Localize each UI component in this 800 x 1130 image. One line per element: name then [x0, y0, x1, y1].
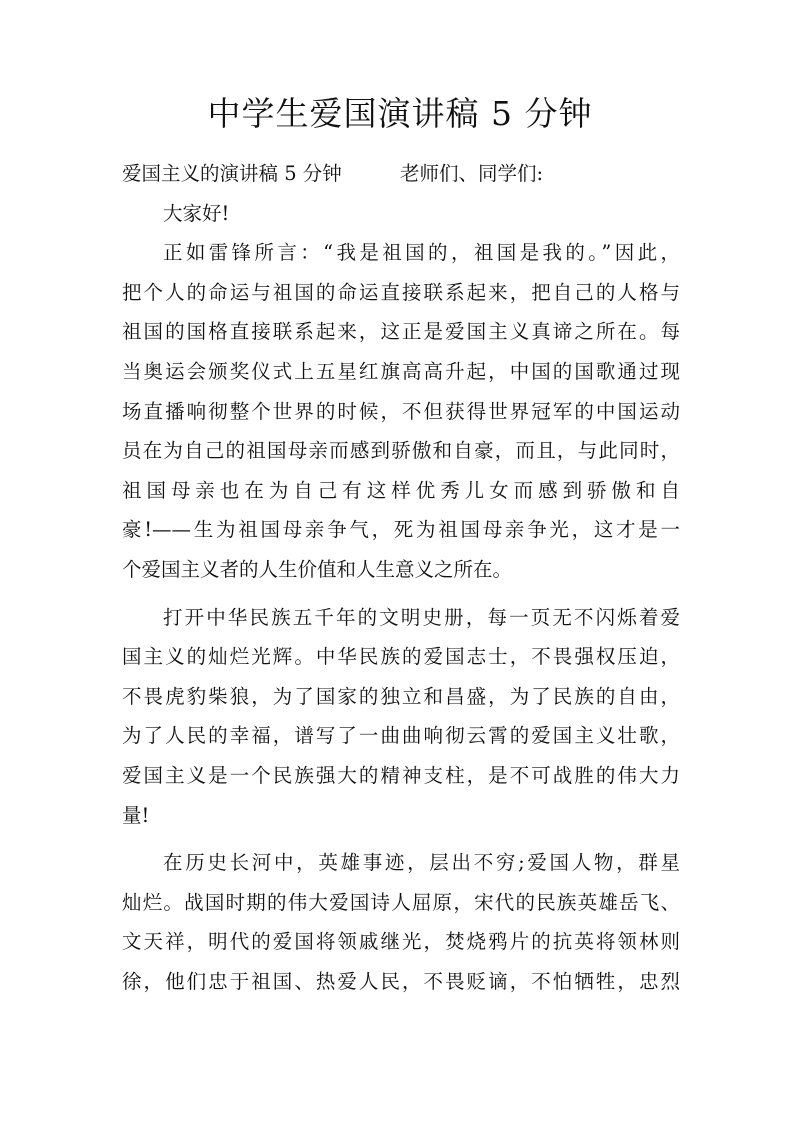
paragraph-line: 量!: [122, 803, 150, 827]
subtitle-row: [122, 154, 680, 194]
paragraph: [122, 843, 680, 1001]
paragraph-line: 祖国母亲也在为自己有这样优秀儿女而感到骄傲和自: [122, 478, 680, 502]
paragraph-line: 当奥运会颁奖仪式上五星红旗高高升起，中国的国歌通过现: [122, 359, 680, 383]
paragraph-line: 在历史长河中，英雄事迹，层出不穷;爱国人物，群星: [163, 851, 680, 875]
document-title: 中学生爱国演讲稿 5 分钟: [207, 94, 593, 133]
greeting: 大家好!: [163, 201, 230, 225]
paragraph-line: 场直播响彻整个世界的时候，不但获得世界冠军的中国运动: [122, 399, 680, 423]
paragraph-line: 文天祥，明代的爱国将领戚继光，焚烧鸦片的抗英将领林则: [122, 930, 680, 954]
paragraph-line: 国主义的灿烂光辉。中华民族的爱国志士，不畏强权压迫，: [122, 645, 680, 669]
speech-subtitle: 爱国主义的演讲稿 5 分钟: [122, 162, 342, 185]
paragraph-line: 徐，他们忠于祖国、热爱人民，不畏贬谪，不怕牺牲，忠烈: [122, 969, 680, 993]
paragraph-line: 打开中华民族五千年的文明史册，每一页无不闪烁着爱: [163, 605, 680, 629]
paragraph-spacer: [122, 590, 680, 598]
paragraph-line: 祖国的国格直接联系起来，这正是爱国主义真谛之所在。每: [122, 320, 680, 344]
paragraph-line: 为了人民的幸福，谱写了一曲曲响彻云霄的爱国主义壮歌，: [122, 724, 680, 748]
paragraph-line: 不畏虎豹柴狼，为了国家的独立和昌盛，为了民族的自由，: [122, 684, 680, 708]
paragraph-line: 豪!——生为祖国母亲争气，死为祖国母亲争光，这才是一: [122, 518, 680, 542]
paragraph-line: 爱国主义是一个民族强大的精神支柱，是不可战胜的伟大力: [122, 763, 680, 787]
paragraph-line: 个爱国主义者的人生价值和人生意义之所在。: [122, 557, 513, 581]
paragraph-line: 员在为自己的祖国母亲而感到骄傲和自豪，而且，与此同时，: [122, 439, 680, 463]
document-body: [122, 154, 680, 1001]
paragraph-spacer: [122, 835, 680, 843]
paragraph-line: 把个人的命运与祖国的命运直接联系起来，把自己的人格与: [122, 280, 680, 304]
paragraph-line: 灿烂。战国时期的伟大爱国诗人屈原，宋代的民族英雄岳飞、: [122, 890, 680, 914]
salutation: 老师们、同学们:: [400, 162, 544, 185]
paragraph: [122, 233, 680, 589]
paragraph: [122, 598, 680, 836]
paragraph-line: 正如雷锋所言：“我是祖国的，祖国是我的。”因此，: [163, 241, 680, 265]
